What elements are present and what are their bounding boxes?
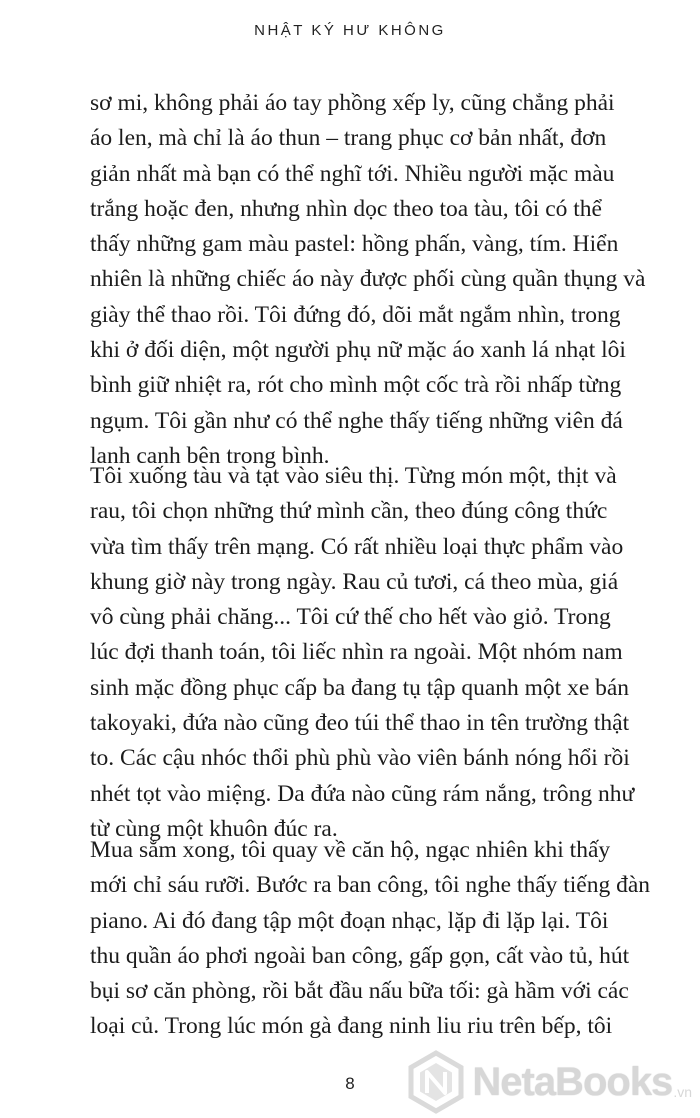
netabooks-watermark <box>404 1052 692 1112</box>
text-line: khung giờ này trong ngày. Rau củ tươi, cá theo mùa, giá <box>90 568 619 595</box>
text-line: ngụm. Tôi gần như có thể nghe thấy tiếng những viên đá <box>90 407 623 434</box>
text-line: takoyaki, đứa nào cũng đeo túi thể thao in tên trường thật <box>90 710 630 737</box>
text-line: loại củ. Trong lúc món gà đang ninh liu riu trên bếp, tôi <box>90 1013 613 1040</box>
text-line: nhét tọt vào miệng. Da đứa nào cũng rám nắng, trông như <box>90 780 635 807</box>
text-line: lúc đợi thanh toán, tôi liếc nhìn ra ngoài. Một nhóm nam <box>90 639 623 666</box>
text-line: sinh mặc đồng phục cấp ba đang tụ tập quanh một xe bán <box>90 674 630 701</box>
text-line: Tôi xuống tàu và tạt vào siêu thị. Từng món một, thịt và <box>90 463 617 489</box>
text-line: lanh canh bên trong bình. <box>90 442 330 469</box>
text-line: nhiên là những chiếc áo này được phối cùng quần thụng và <box>90 266 646 293</box>
text-line: giản nhất mà bạn có thể nghĩ tới. Nhiều người mặc màu <box>90 160 615 187</box>
text-line: thu quần áo phơi ngoài ban công, gấp gọn, cất vào tủ, hút <box>90 942 630 969</box>
text-line: vô cùng phải chăng... Tôi cứ thế cho hết vào giỏ. Trong <box>90 604 611 631</box>
page-number: 8 <box>345 1074 355 1093</box>
text-line: to. Các cậu nhóc thổi phù phù vào viên bánh nóng hổi rồi <box>90 745 630 772</box>
paragraph-2 <box>90 459 690 847</box>
text-line: trắng hoặc đen, nhưng nhìn dọc theo toa tàu, tôi có thể <box>90 195 602 222</box>
text-line: từ cùng một khuôn đúc ra. <box>90 815 338 842</box>
watermark-suffix: .vn <box>673 1084 692 1100</box>
text-line: piano. Ai đó đang tập một đoạn nhạc, lặp đi lặp lại. Tôi <box>90 907 609 934</box>
text-line: áo len, mà chỉ là áo thun – trang phục cơ bản nhất, đơn <box>90 125 607 152</box>
text-line: rau, tôi chọn những thứ mình cần, theo đúng công thức <box>90 498 608 525</box>
text-line: thấy những gam màu pastel: hồng phấn, vàng, tím. Hiển <box>90 231 619 258</box>
text-line: mới chỉ sáu rưỡi. Bước ra ban công, tôi nghe thấy tiếng đàn <box>90 872 651 899</box>
text-line: vừa tìm thấy trên mạng. Có rất nhiều loại thực phẩm vào <box>90 533 624 560</box>
text-line: khi ở đối diện, một người phụ nữ mặc áo xanh lá nhạt lôi <box>90 337 626 364</box>
text-line: bình giữ nhiệt ra, rót cho mình một cốc trà rồi nhấp từng <box>90 372 622 399</box>
text-line: giày thể thao rồi. Tôi đứng đó, dõi mắt ngắm nhìn, trong <box>90 301 621 328</box>
watermark-brand: NetaBooks <box>472 1059 673 1104</box>
text-line: Mua sắm xong, tôi quay về căn hộ, ngạc nhiên khi thấy <box>90 837 611 863</box>
paragraph-1 <box>90 86 690 474</box>
paragraph-3 <box>90 833 690 1045</box>
text-line: sơ mi, không phải áo tay phồng xếp ly, cũng chẳng phải <box>90 90 615 116</box>
netabooks-logo-icon <box>404 1050 468 1114</box>
running-header: NHẬT KÝ HƯ KHÔNG <box>254 22 446 39</box>
text-line: bụi sơ căn phòng, rồi bắt đầu nấu bữa tối: gà hầm với các <box>90 978 629 1005</box>
